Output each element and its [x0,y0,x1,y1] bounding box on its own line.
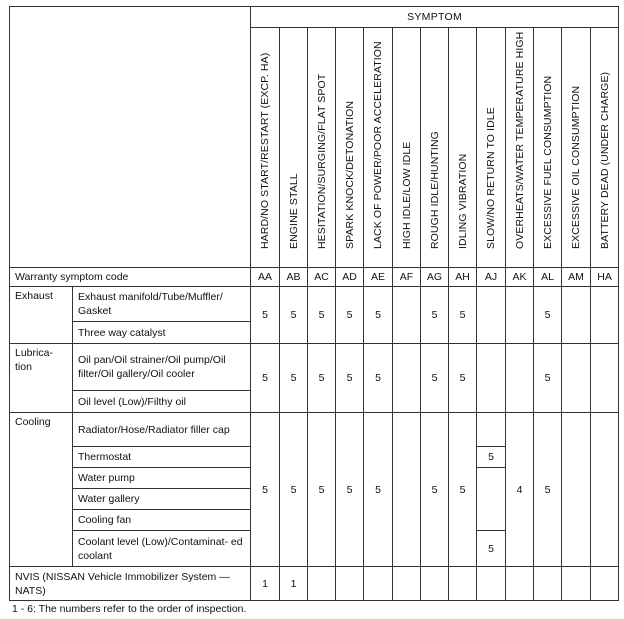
symptom-header: SYMPTOM [251,7,619,28]
value-cell: 5 [449,287,477,344]
code-cell: AA [251,268,280,287]
value-cell: 5 [477,531,506,567]
value-cell [591,344,619,413]
value-cell: 4 [506,413,534,567]
value-cell: 1 [251,567,280,601]
value-cell [591,567,619,601]
symptom-col-aj: SLOW/NO RETURN TO IDLE [477,28,506,268]
value-cell: 5 [534,287,562,344]
value-cell [591,413,619,567]
value-cell: 5 [421,344,449,413]
value-cell [477,567,506,601]
value-cell: 5 [308,287,336,344]
value-cell [393,344,421,413]
footnote: 1 - 6: The numbers refer to the order of inspection. [12,603,247,615]
value-cell [562,567,591,601]
code-cell: AC [308,268,336,287]
value-cell: 5 [251,413,280,567]
value-cell [393,413,421,567]
value-cell [591,287,619,344]
value-cell [449,567,477,601]
nvis-row [10,567,619,601]
value-cell [364,567,393,601]
symptom-col-ah: IDLING VIBRATION [449,28,477,268]
item-cooling-fan: Cooling fan [73,510,251,531]
symptom-col-ac: HESITATION/SURGING/FLAT SPOT [308,28,336,268]
value-cell: 5 [280,413,308,567]
symptom-col-ha: BATTERY DEAD (UNDER CHARGE) [591,28,619,268]
item-exhaust-manifold: Exhaust manifold/Tube/Muffler/ Gasket [73,287,251,322]
value-cell [308,567,336,601]
item-coolant-level: Coolant level (Low)/Contaminat- ed coolant [73,531,251,567]
exhaust-row [10,287,619,322]
value-cell: 5 [449,413,477,567]
value-cell: 5 [308,413,336,567]
value-cell: 5 [421,413,449,567]
code-cell: AL [534,268,562,287]
value-cell: 5 [364,287,393,344]
value-cell [477,344,506,413]
value-cell [393,287,421,344]
value-cell: 5 [336,413,364,567]
value-cell: 5 [280,344,308,413]
symptom-col-ag: ROUGH IDLE/HUNTING [421,28,449,268]
value-cell: 5 [336,344,364,413]
code-cell: AD [336,268,364,287]
symptom-col-ae: LACK OF POWER/POOR ACCELERATION [364,28,393,268]
value-cell [562,413,591,567]
value-cell: 5 [477,447,506,468]
group-label-nvis: NVIS (NISSAN Vehicle Immobilizer System — NATS) [10,567,251,601]
symptom-col-ak: OVERHEATS/WATER TEMPERATURE HIGH [506,28,534,268]
item-oil-pan: Oil pan/Oil strainer/Oil pump/Oil filter/Oil gallery/Oil cooler [73,344,251,391]
warranty-code-row [10,268,619,287]
symptom-col-ab: ENGINE STALL [280,28,308,268]
value-cell [534,567,562,601]
symptom-col-al: EXCESSIVE FUEL CONSUMPTION [534,28,562,268]
code-cell: AE [364,268,393,287]
value-cell [477,287,506,344]
symptom-col-af: HIGH IDLE/LOW IDLE [393,28,421,268]
value-cell [562,344,591,413]
group-label-exhaust: Exhaust [10,287,73,344]
symptom-table [9,6,619,601]
value-cell [506,344,534,413]
value-cell: 5 [364,344,393,413]
header-blank [10,7,251,268]
symptom-col-aa: HARD/NO START/RESTART (EXCP. HA) [251,28,280,268]
group-label-lubrication: Lubrica- tion [10,344,73,413]
value-cell: 5 [421,287,449,344]
lubrication-row [10,344,619,391]
code-cell: AB [280,268,308,287]
value-cell [336,567,364,601]
value-cell: 5 [280,287,308,344]
code-cell: AF [393,268,421,287]
item-water-pump: Water pump [73,468,251,489]
item-thermostat: Thermostat [73,447,251,468]
item-oil-level: Oil level (Low)/Filthy oil [73,391,251,413]
value-cell: 5 [534,413,562,567]
code-cell: AM [562,268,591,287]
value-cell: 5 [308,344,336,413]
item-water-gallery: Water gallery [73,489,251,510]
symptom-col-ad: SPARK KNOCK/DETONATION [336,28,364,268]
code-cell: AJ [477,268,506,287]
value-cell: 5 [364,413,393,567]
value-cell: 1 [280,567,308,601]
value-cell [393,567,421,601]
value-cell: 5 [534,344,562,413]
code-cell: AG [421,268,449,287]
warranty-code-label: Warranty symptom code [10,268,251,287]
group-label-cooling: Cooling [10,413,73,567]
value-cell [506,287,534,344]
item-radiator: Radiator/Hose/Radiator filler cap [73,413,251,447]
symptom-col-am: EXCESSIVE OIL CONSUMPTION [562,28,591,268]
value-cell: 5 [251,287,280,344]
code-cell: AH [449,268,477,287]
value-cell [421,567,449,601]
cooling-row [10,413,619,447]
code-cell: HA [591,268,619,287]
value-cell [477,468,506,531]
value-cell: 5 [336,287,364,344]
item-three-way-catalyst: Three way catalyst [73,322,251,344]
value-cell: 5 [251,344,280,413]
code-cell: AK [506,268,534,287]
value-cell [562,287,591,344]
value-cell [477,413,506,447]
value-cell [506,567,534,601]
value-cell: 5 [449,344,477,413]
